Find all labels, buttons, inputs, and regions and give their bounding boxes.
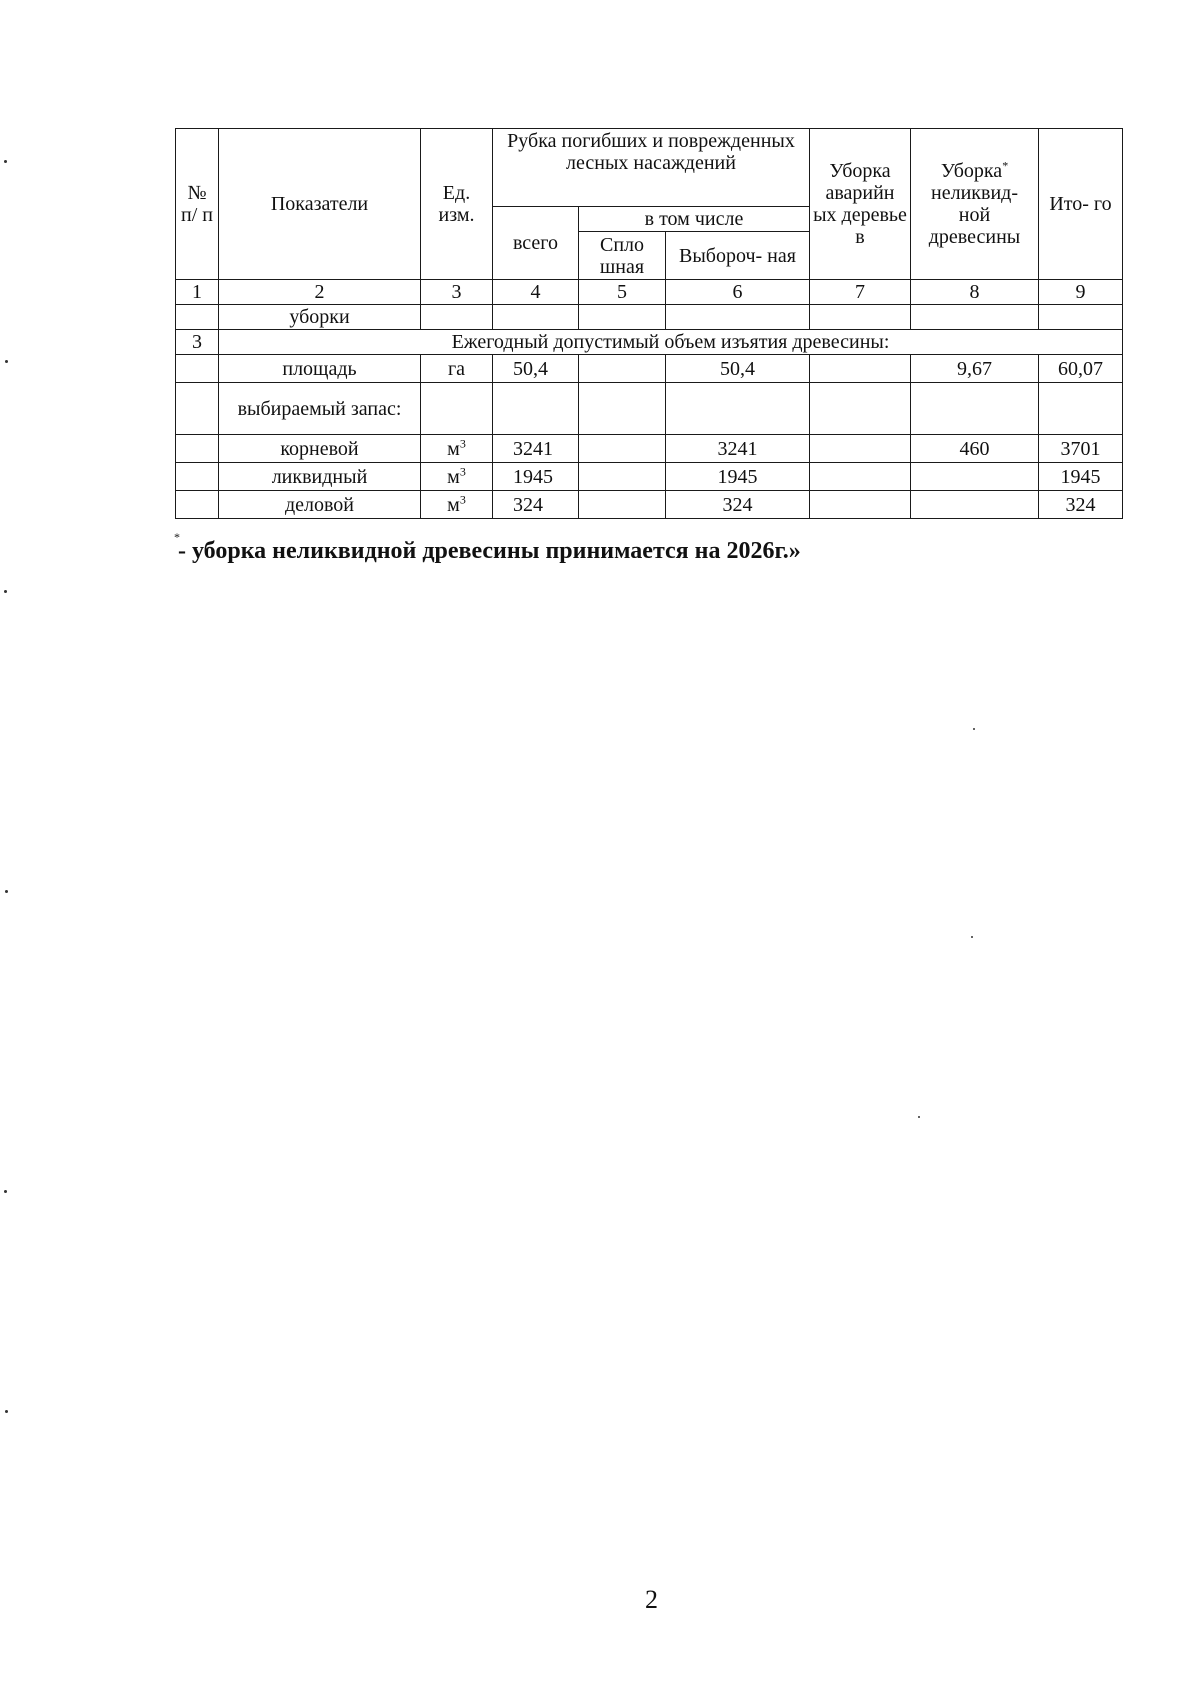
- unit-sup: 3: [459, 463, 466, 478]
- cell-total: 3241: [493, 435, 579, 463]
- header-illiquid-prefix: Уборка: [940, 160, 1003, 182]
- section-title: Ежегодный допустимый объем изъятия древесины:: [219, 330, 1123, 355]
- cell-total: 50,4: [493, 355, 579, 383]
- col-number: 8: [911, 280, 1039, 305]
- row-unit: [421, 463, 493, 491]
- cell-clear: [579, 491, 666, 519]
- header-including: в том числе: [579, 207, 810, 232]
- cell-clear: [579, 355, 666, 383]
- cell-illiquid: 460: [911, 435, 1039, 463]
- row-label: корневой: [219, 435, 421, 463]
- scan-speck: [5, 1410, 8, 1413]
- continued-row: [176, 305, 1123, 330]
- header-total: всего: [493, 207, 579, 280]
- cell-empty: [176, 355, 219, 383]
- cell-selective: 3241: [666, 435, 810, 463]
- cell-empty: [421, 383, 493, 435]
- footnote-mark: *: [174, 530, 180, 544]
- cell-illiquid: [911, 491, 1039, 519]
- table-row-liquid: [176, 463, 1123, 491]
- cell-empty: [421, 305, 493, 330]
- unit-text: м: [447, 437, 460, 460]
- cell-empty: [911, 305, 1039, 330]
- cell-clear: [579, 435, 666, 463]
- cell-empty: [176, 383, 219, 435]
- row-label: выбираемый запас:: [219, 383, 421, 435]
- cell-empty: [1039, 305, 1123, 330]
- cell-empty: [579, 383, 666, 435]
- cell-empty: [1039, 383, 1123, 435]
- cell-empty: [666, 305, 810, 330]
- scan-speck: [4, 160, 7, 163]
- cell-selective: 1945: [666, 463, 810, 491]
- cell-empty: [493, 383, 579, 435]
- section-number: 3: [176, 330, 219, 355]
- cell-selective: 324: [666, 491, 810, 519]
- cell-total: 324: [493, 491, 579, 519]
- footnote-text: - уборка неликвидной древесины принимается на 2026г.»: [178, 538, 801, 564]
- scan-speck: [4, 590, 7, 593]
- header-illiquid-mark: *: [1002, 158, 1009, 173]
- cell-empty: [579, 305, 666, 330]
- header-selective: Выбороч- ная: [666, 232, 810, 280]
- table-row-root: [176, 435, 1123, 463]
- cell-selective: 50,4: [666, 355, 810, 383]
- scan-speck: [918, 1116, 920, 1118]
- cell-empty: [176, 491, 219, 519]
- cell-illiquid: 9,67: [911, 355, 1039, 383]
- cell-emergency: [810, 435, 911, 463]
- cell-total: 1945: [493, 463, 579, 491]
- cell-empty: [666, 383, 810, 435]
- cell-empty: [176, 463, 219, 491]
- cell-emergency: [810, 355, 911, 383]
- table-row-business: [176, 491, 1123, 519]
- col-number: 4: [493, 280, 579, 305]
- cell-empty: [911, 383, 1039, 435]
- cell-itogo: 60,07: [1039, 355, 1123, 383]
- unit-sup: 3: [459, 491, 466, 506]
- cell-clear: [579, 463, 666, 491]
- col-number: 3: [421, 280, 493, 305]
- unit-text: м: [447, 493, 460, 516]
- header-emergency: Уборка аварийн ых деревье в: [810, 129, 911, 280]
- header-felling-group: Рубка погибших и поврежденных лесных насаждений: [493, 129, 810, 207]
- scan-speck: [5, 890, 8, 893]
- col-number: 6: [666, 280, 810, 305]
- table-row-area: [176, 355, 1123, 383]
- unit-text: м: [447, 465, 460, 488]
- cell-empty: [810, 305, 911, 330]
- cell-illiquid: [911, 463, 1039, 491]
- cell-emergency: [810, 491, 911, 519]
- scan-speck: [971, 936, 973, 938]
- continued-row-label: уборки: [219, 305, 421, 330]
- col-number: 2: [219, 280, 421, 305]
- section-row: [176, 330, 1123, 355]
- cell-emergency: [810, 463, 911, 491]
- col-number: 1: [176, 280, 219, 305]
- scan-speck: [973, 728, 975, 730]
- header-unit: Ед. изм.: [421, 129, 493, 280]
- table-row-stock: [176, 383, 1123, 435]
- column-numbers-row: [176, 280, 1123, 305]
- forest-harvest-table: [175, 128, 1123, 519]
- row-label: ликвидный: [219, 463, 421, 491]
- col-number: 7: [810, 280, 911, 305]
- cell-empty: [810, 383, 911, 435]
- header-itogo: Ито- го: [1039, 129, 1123, 280]
- footnote: [174, 530, 801, 565]
- cell-itogo: 1945: [1039, 463, 1123, 491]
- cell-itogo: 324: [1039, 491, 1123, 519]
- header-indicator: Показатели: [219, 129, 421, 280]
- row-label: площадь: [219, 355, 421, 383]
- scan-speck: [5, 360, 8, 363]
- cell-empty: [493, 305, 579, 330]
- header-num: № п/ п: [176, 129, 219, 280]
- row-unit: [421, 435, 493, 463]
- scan-speck: [4, 1190, 7, 1193]
- header-illiquid: [911, 129, 1039, 280]
- row-label: деловой: [219, 491, 421, 519]
- col-number: 5: [579, 280, 666, 305]
- header-clear: Спло шная: [579, 232, 666, 280]
- cell-itogo: 3701: [1039, 435, 1123, 463]
- cell-empty: [176, 435, 219, 463]
- unit-sup: 3: [459, 435, 466, 450]
- header-row-1: [176, 129, 1123, 207]
- row-unit: га: [421, 355, 493, 383]
- header-illiquid-rest: неликвид- ной древесины: [928, 182, 1021, 248]
- page-number: 2: [645, 1585, 658, 1614]
- cell-empty: [176, 305, 219, 330]
- col-number: 9: [1039, 280, 1123, 305]
- row-unit: [421, 491, 493, 519]
